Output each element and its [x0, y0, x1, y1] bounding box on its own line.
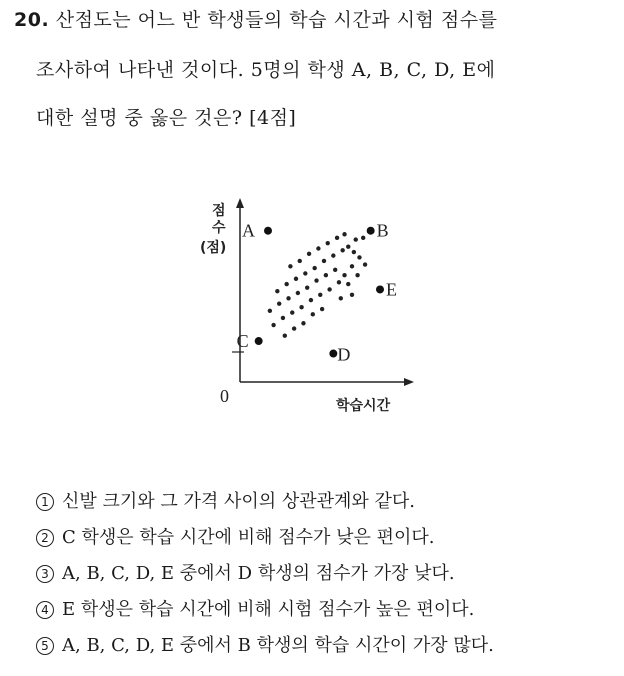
scatter-point	[324, 273, 328, 277]
scatter-point	[271, 323, 275, 327]
scatter-point	[337, 280, 341, 284]
scatter-point	[355, 273, 359, 277]
scatter-point	[277, 301, 281, 305]
question-number: 20.	[14, 9, 50, 31]
scatter-point	[294, 277, 298, 281]
x-label: 학습시간	[336, 398, 391, 414]
scatter-point	[346, 282, 350, 286]
scatter-point	[339, 296, 343, 300]
scatter-point	[311, 312, 315, 316]
answer-choices	[36, 484, 494, 664]
choice-number-4: 4	[36, 601, 54, 619]
choice-number-3: 3	[36, 565, 54, 583]
scatter-point	[284, 282, 288, 286]
choice-text-3: A, B, C, D, E 중에서 D 학생의 점수가 가장 낮다.	[62, 563, 455, 584]
scatter-point	[290, 310, 294, 314]
scatter-point	[320, 307, 324, 311]
point-label-a: A	[242, 220, 255, 241]
scatter-point	[340, 248, 344, 252]
x-axis-arrow	[404, 378, 414, 386]
scatter-point	[357, 255, 361, 259]
scatter-point	[350, 264, 354, 268]
scatter-point	[281, 316, 285, 320]
point-e	[376, 285, 384, 293]
scatter-point	[307, 252, 311, 256]
point-label-c: C	[236, 331, 249, 352]
point-label-b: B	[376, 220, 389, 241]
scatter-point	[312, 266, 316, 270]
scatter-point	[286, 296, 290, 300]
scatter-point	[305, 285, 309, 289]
question-text-1: 산점도는 어느 반 학생들의 학습 시간과 시험 점수를	[55, 9, 498, 31]
point-c	[255, 337, 263, 345]
scatter-point	[309, 298, 313, 302]
scatter-point	[288, 264, 292, 268]
choice-2[interactable]	[36, 520, 494, 556]
scatter-point	[335, 236, 339, 240]
labeled-points	[237, 221, 397, 365]
scatter-point	[342, 232, 346, 236]
scatter-point	[299, 305, 303, 309]
choice-3[interactable]	[36, 556, 494, 592]
scatter-point	[303, 271, 307, 275]
choice-4[interactable]	[36, 592, 494, 628]
y-label-line-3: (점)	[200, 240, 227, 256]
y-label-line-2: 수	[212, 220, 226, 236]
scatter-point	[292, 326, 296, 330]
question-line-3: 대한 설명 중 옳은 것은? [4점]	[36, 107, 297, 129]
choice-text-5: A, B, C, D, E 중에서 B 학생의 학습 시간이 가장 많다.	[62, 635, 494, 656]
choice-5[interactable]	[36, 628, 494, 664]
point-a	[264, 227, 272, 235]
scatter-point	[283, 334, 287, 338]
scatter-point	[316, 246, 320, 250]
choice-number-1: 1	[36, 493, 54, 511]
choice-text-2: C 학생은 학습 시간에 비해 점수가 낮은 편이다.	[62, 527, 435, 548]
scatter-point	[352, 250, 356, 254]
scatter-point	[301, 321, 305, 325]
point-label-d: D	[337, 344, 351, 365]
scatter-point	[342, 273, 346, 277]
choice-1[interactable]	[36, 484, 494, 520]
scatter-point	[327, 287, 331, 291]
point-cloud	[268, 232, 368, 338]
question-line-2: 조사하여 나타낸 것이다. 5명의 학생 A, B, C, D, E에	[36, 59, 496, 81]
scatter-point	[363, 262, 367, 266]
scatter-point	[354, 237, 358, 241]
scatter-point	[326, 241, 330, 245]
choice-text-1: 신발 크기와 그 가격 사이의 상관관계와 같다.	[62, 491, 416, 512]
y-label-line-1: 점	[212, 203, 226, 219]
scatter-point	[350, 293, 354, 297]
scatter-point	[268, 309, 272, 313]
y-axis-arrow	[236, 198, 244, 208]
scatter-point	[314, 278, 318, 282]
point-d	[329, 350, 337, 358]
origin-label: 0	[220, 386, 229, 406]
scatter-point	[346, 245, 350, 249]
point-b	[367, 227, 375, 235]
scatter-point	[318, 293, 322, 297]
scatter-point	[275, 289, 279, 293]
scatter-point	[331, 253, 335, 257]
scatter-point	[298, 259, 302, 263]
scatter-point	[322, 259, 326, 263]
scatter-point	[333, 268, 337, 272]
point-label-e: E	[386, 279, 397, 300]
choice-number-5: 5	[36, 637, 54, 655]
scatter-point	[361, 236, 365, 240]
choice-number-2: 2	[36, 529, 54, 547]
choice-text-4: E 학생은 학습 시간에 비해 시험 점수가 높은 편이다.	[62, 599, 475, 620]
scatter-point	[296, 291, 300, 295]
